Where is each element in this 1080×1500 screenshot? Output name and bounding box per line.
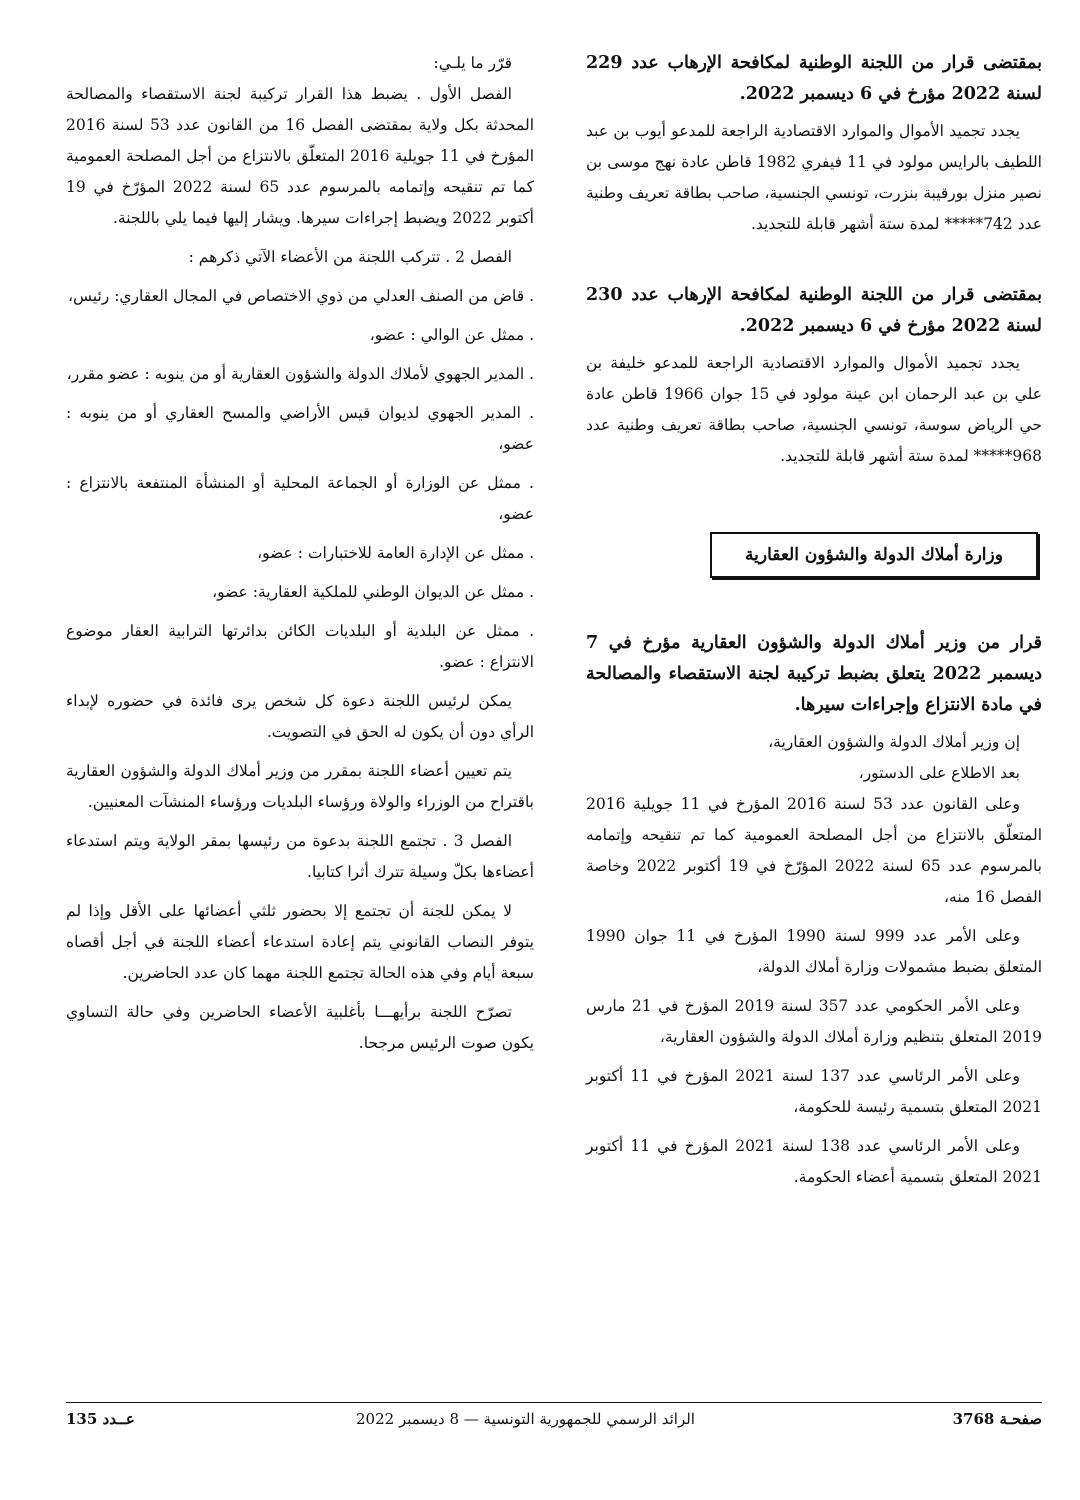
left-column [66,48,534,1059]
body-paragraph: يمكن لرئيس اللجنة دعوة كل شخص يرى فائدة في حضوره لإبداء الرأي دون أن يكون له الحق في التصويت. [66,692,534,741]
preamble-paragraph: وعلى القانون عدد 53 لسنة 2016 المؤرخ في 11 جويلية 2016 المتعلّق بالانتزاع من أجل المصلحة العمومية كما تم تنقيحه وإتمامه بالمرسوم عدد 65 لسنة 2022 المؤرّخ في 19 أكتوبر 2022 وخاصة الفصل 16 منه، [586,795,1042,906]
preamble-paragraph: إن وزير أملاك الدولة والشؤون العقارية، [768,733,1020,751]
member-item: . المدير الجهوي لأملاك الدولة والشؤون العقارية أو من ينوبه : عضو مقرر، [66,365,534,383]
preamble-paragraph: وعلى الأمر الرئاسي عدد 137 لسنة 2021 المؤرخ في 11 أكتوبر 2021 المتعلق بتسمية رئيسة للحكومة، [586,1067,1042,1116]
chapter-3: الفصل 3 . تجتمع اللجنة بدعوة من رئيسها بمقر الولاية ويتم استدعاء أعضاءها بكلّ وسيلة تترك أثرا كتابيا. [66,832,534,881]
decided-intro: قرّر ما يلـي: [433,54,512,72]
preamble-paragraph: وعلى الأمر الرئاسي عدد 138 لسنة 2021 المؤرخ في 11 أكتوبر 2021 المتعلق بتسمية أعضاء الحكومة. [586,1137,1042,1186]
member-item: . ممثل عن البلدية أو البلديات الكائن بدائرتها الترابية العقار موضوع الانتزاع : عضو. [66,622,534,671]
footer-issue-number: عــدد 135 [66,1410,135,1428]
preamble-paragraph: بعد الاطلاع على الدستور، [858,764,1020,782]
body-paragraph: لا يمكن للجنة أن تجتمع إلا بحضور ثلثي أعضائها على الأقل وإذا لم يتوفر النصاب القانوني يتم إعادة استدعاء أعضاء اللجنة في أجل أقصاه سبعة أيام وفي هذه الحالة تجتمع اللجنة مهما كان عدد الحاضرين. [66,902,534,982]
decision-229-body: يجدد تجميد الأموال والموارد الاقتصادية الراجعة للمدعو أيوب بن عبد اللطيف بالرايس مولود في 11 فيفري 1982 قاطن عادة نهج موسى بن نصير منزل بورقيبة بنزرت، تونسي الجنسية، صاحب بطاقة تعريف وطنية عدد 742***** لمدة ستة أشهر قابلة للتجديد. [586,122,1042,233]
ministry-decision-heading: قرار من وزير أملاك الدولة والشؤون العقارية مؤرخ في 7 ديسمبر 2022 يتعلق بضبط تركيبة لجنة الاستقصاء والمصالحة في مادة الانتزاع وإجراءات سيرها. [586,633,1042,715]
preamble-paragraph: وعلى الأمر الحكومي عدد 357 لسنة 2019 المؤرخ في 21 مارس 2019 المتعلق بتنظيم وزارة أملاك الدولة والشؤون العقارية، [586,997,1042,1046]
ministry-title-box: وزارة أملاك الدولة والشؤون العقارية [710,532,1038,578]
body-paragraph: تصرّح اللجنة برأيهـــا بأغلبية الأعضاء الحاضرين وفي حالة التساوي يكون صوت الرئيس مرجحا. [66,1003,534,1052]
member-item: . قاض من الصنف العدلي من ذوي الاختصاص في المجال العقاري: رئيس، [68,287,534,305]
decision-229-heading: بمقتضى قرار من اللجنة الوطنية لمكافحة الإرهاب عدد 229 لسنة 2022 مؤرخ في 6 ديسمبر 2022. [586,53,1042,104]
member-item: . ممثل عن الوالي : عضو، [369,326,534,344]
footer-gazette-title: الرائد الرسمي للجمهورية التونسية — 8 ديسمبر 2022 [356,1410,695,1428]
decision-230-heading: بمقتضى قرار من اللجنة الوطنية لمكافحة الإرهاب عدد 230 لسنة 2022 مؤرخ في 6 ديسمبر 2022. [586,285,1042,336]
right-column [586,48,1042,1193]
member-item: . ممثل عن الوزارة أو الجماعة المحلية أو المنشأة المنتفعة بالانتزاع : عضو، [66,474,534,523]
member-item: . المدير الجهوي لديوان قيس الأراضي والمسح العقاري أو من ينوبه : عضو، [66,404,534,453]
member-item: . ممثل عن الديوان الوطني للملكية العقارية: عضو، [212,583,534,601]
footer-divider [66,1402,1042,1403]
page-footer [66,1410,1042,1434]
footer-page-number: صفحـة 3768 [952,1410,1042,1428]
preamble-paragraph: وعلى الأمر عدد 999 لسنة 1990 المؤرخ في 11 جوان 1990 المتعلق بضبط مشمولات وزارة أملاك الدولة، [586,927,1042,976]
body-paragraph: يتم تعيين أعضاء اللجنة بمقرر من وزير أملاك الدولة والشؤون العقارية باقتراح من الوزراء والولاة ورؤساء البلديات ورؤساء المنشآت المعنيين. [66,762,534,811]
chapter-1: الفصل الأول . يضبط هذا القرار تركيبة لجنة الاستقصاء والمصالحة المحدثة بكل ولاية بمقتضى الفصل 16 من القانون عدد 53 لسنة 2016 المؤرخ في 11 جويلية 2016 المتعلّق بالانتزاع من أجل المصلحة العمومية كما تم تنقيحه وإتمامه بالمرسوم عدد 65 لسنة 2022 المؤرّخ في 19 أكتوبر 2022 ويضبط إجراءات سيرها. ويشار إليها فيما يلي باللجنة. [66,85,534,227]
member-item: . ممثل عن الإدارة العامة للاختبارات : عضو، [257,544,534,562]
decision-230-body: يجدد تجميد الأموال والموارد الاقتصادية الراجعة للمدعو خليفة بن علي بن عبد الرحمان ابن عينة مولود في 15 جوان 1966 قاطن عادة حي الرياض سوسة، تونسي الجنسية، صاحب بطاقة تعريف وطنية عدد 968***** لمدة ستة أشهر قابلة للتجديد. [586,354,1042,465]
chapter-2: الفصل 2 . تتركب اللجنة من الأعضاء الآتي ذكرهم : [188,248,512,266]
